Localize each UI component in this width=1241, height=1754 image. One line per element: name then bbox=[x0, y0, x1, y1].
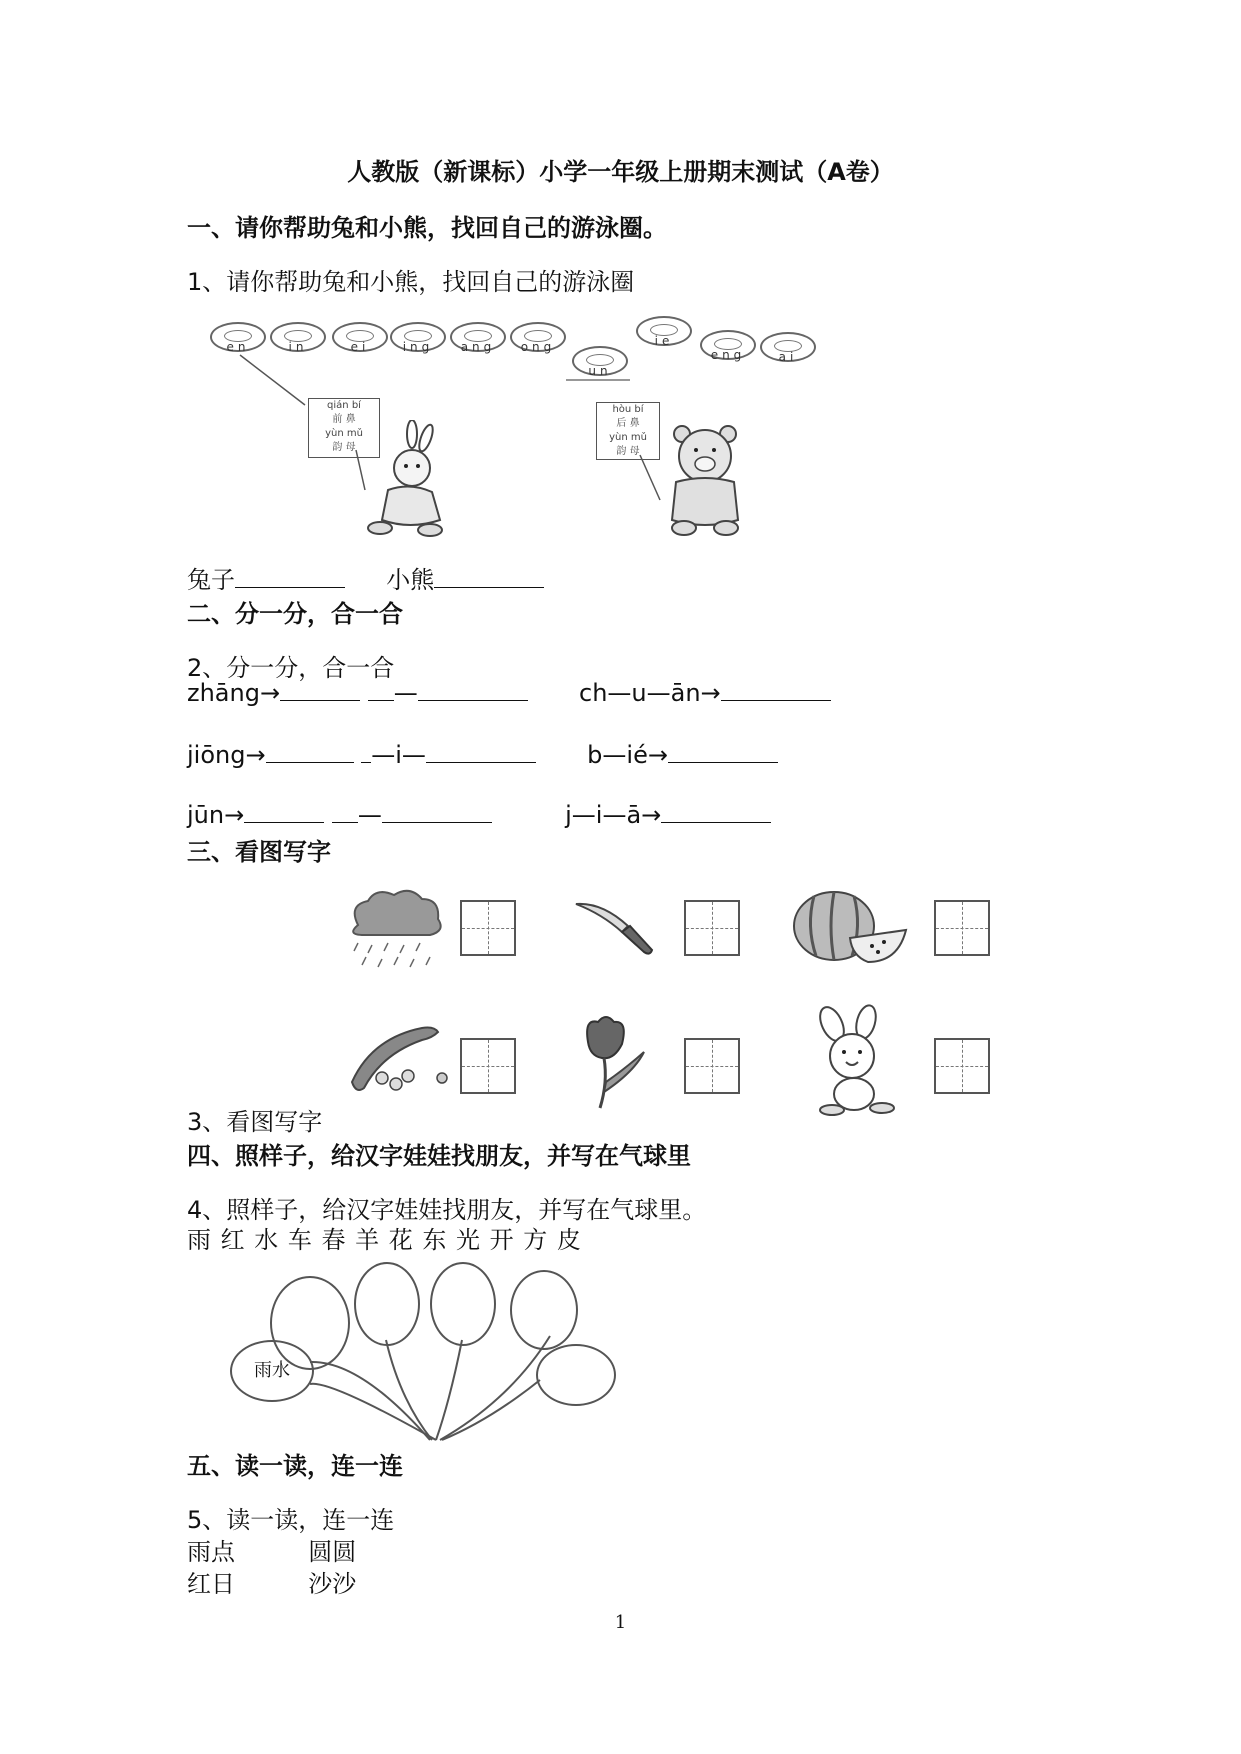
section-3-heading: 三、看图写字 bbox=[187, 838, 331, 866]
ring-label: ang bbox=[460, 340, 496, 354]
ring-label: ei bbox=[350, 340, 370, 354]
sign-line: 前 鼻 bbox=[332, 414, 356, 425]
sign-line: qián bí bbox=[327, 400, 361, 411]
sign-line: 韵 母 bbox=[616, 446, 640, 457]
dash: — bbox=[357, 801, 382, 829]
balloon[interactable] bbox=[354, 1262, 420, 1346]
balloon[interactable] bbox=[510, 1270, 578, 1350]
match-row bbox=[187, 1564, 356, 1599]
page-number: 1 bbox=[614, 1612, 627, 1633]
ring-label: ai bbox=[778, 350, 798, 364]
ring-label: in bbox=[288, 340, 308, 354]
match-left-item[interactable]: 雨点 bbox=[187, 1538, 235, 1566]
section-5-heading: 五、读一读，连一连 bbox=[187, 1452, 403, 1480]
page-title: 人教版（新课标）小学一年级上册期末测试（A卷） bbox=[347, 158, 894, 186]
sign-line: 韵 母 bbox=[332, 442, 356, 453]
question-5: 5、读一读，连一连 bbox=[187, 1506, 395, 1534]
ring-label: eng bbox=[710, 348, 746, 362]
question-1: 1、请你帮助兔和小熊，找回自己的游泳圈 bbox=[187, 268, 635, 296]
question-2: 2、分一分，合一合 bbox=[187, 654, 395, 682]
section-2-heading: 二、分一分，合一合 bbox=[187, 600, 403, 628]
balloon[interactable] bbox=[430, 1262, 496, 1346]
section-4-heading: 四、照样子，给汉字娃娃找朋友，并写在气球里 bbox=[187, 1142, 691, 1170]
sign-line: 后 鼻 bbox=[616, 418, 640, 429]
character-list: 雨 红 水 车 春 羊 花 东 光 开 方 皮 bbox=[187, 1226, 582, 1254]
ring-label: ie bbox=[654, 334, 674, 348]
ring-label: ong bbox=[520, 340, 556, 354]
balloon[interactable] bbox=[536, 1344, 616, 1406]
sign-line: yùn mǔ bbox=[325, 428, 363, 439]
sign-line: yùn mǔ bbox=[609, 432, 647, 443]
dash: — bbox=[393, 679, 418, 707]
ring-label: ing bbox=[402, 340, 434, 354]
ring-label: un bbox=[588, 364, 612, 378]
pinyin-item: jūn→ bbox=[187, 801, 245, 829]
dash: —i— bbox=[371, 741, 426, 769]
pinyin-item: zhāng→ bbox=[187, 679, 281, 707]
pinyin-item: j—i—ā→ bbox=[565, 801, 662, 829]
bear-label: 小熊 bbox=[386, 566, 435, 594]
rabbit-label: 兔子 bbox=[187, 566, 235, 594]
ring-label: en bbox=[226, 340, 250, 354]
match-left-item[interactable]: 红日 bbox=[187, 1570, 235, 1598]
match-right-item[interactable]: 圆圆 bbox=[308, 1538, 357, 1566]
sign-line: hòu bí bbox=[612, 404, 644, 415]
match-right-item[interactable]: 沙沙 bbox=[308, 1570, 357, 1598]
pinyin-item: ch—u—ān→ bbox=[579, 679, 721, 707]
match-row bbox=[187, 1532, 356, 1567]
pinyin-item: jiōng→ bbox=[187, 741, 266, 769]
question-3: 3、看图写字 bbox=[187, 1108, 323, 1136]
pinyin-item: b—ié→ bbox=[587, 741, 668, 769]
example-balloon: 雨水 bbox=[230, 1340, 314, 1402]
question-4: 4、照样子，给汉字娃娃找朋友，并写在气球里。 bbox=[187, 1196, 707, 1224]
section-1-heading: 一、请你帮助兔和小熊，找回自己的游泳圈。 bbox=[187, 214, 667, 242]
